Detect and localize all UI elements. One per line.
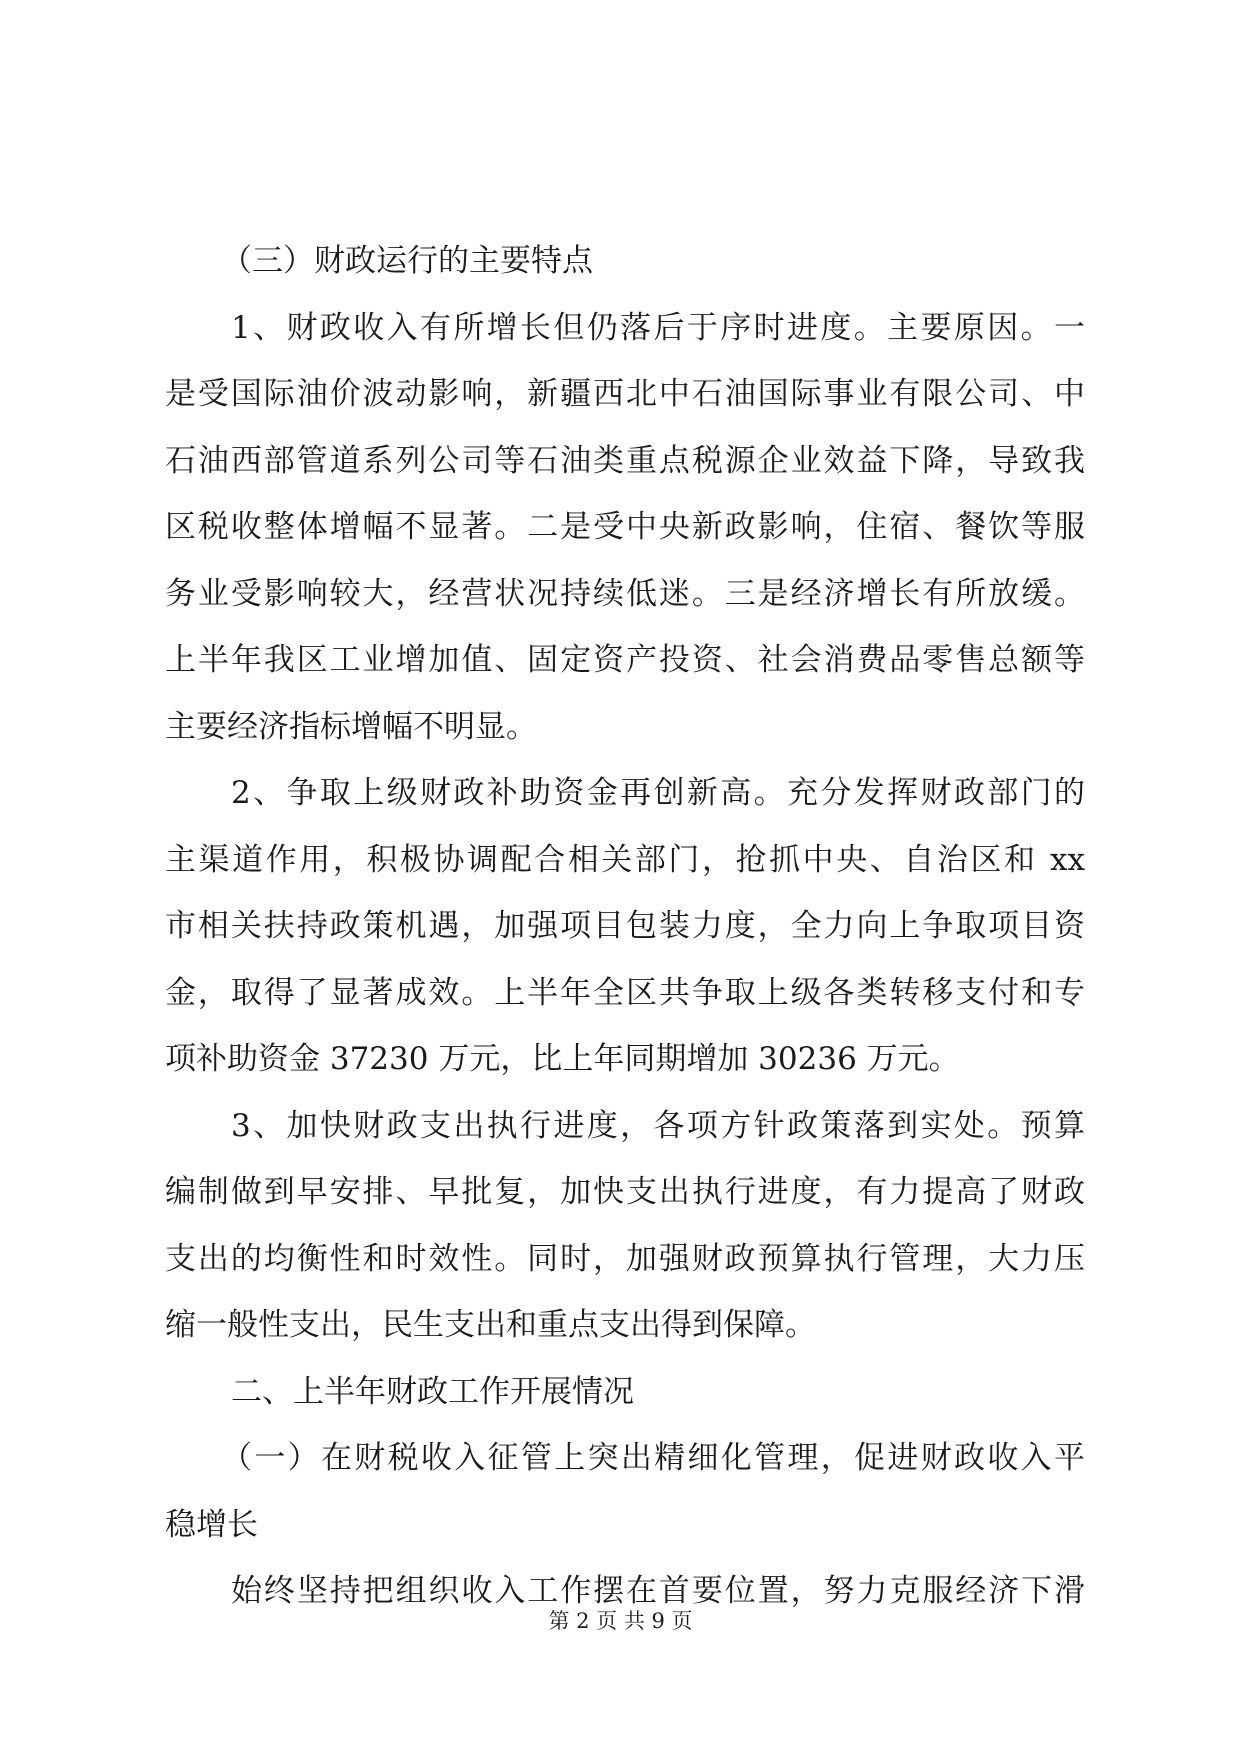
paragraph-line: 区税收整体增幅不显著。二是受中央新政影响，住宿、餐饮等服 bbox=[165, 509, 1085, 545]
paragraph-line: 1、财政收入有所增长但仍落后于序时进度。主要原因。一 bbox=[231, 309, 1085, 346]
document-body bbox=[165, 228, 1085, 1625]
page-number-footer: 第 2 页 共 9 页 bbox=[548, 1609, 693, 1633]
paragraph-line: 2、争取上级财政补助资金再创新高。充分发挥财政部门的 bbox=[231, 775, 1085, 811]
paragraph-line: 编制做到早安排、早批复，加快支出执行进度，有力提高了财政 bbox=[165, 1174, 1085, 1210]
paragraph-line: 项补助资金 37230 万元，比上年同期增加 30236 万元。 bbox=[165, 1041, 960, 1077]
paragraph-line: 主要经济指标增幅不明显。 bbox=[165, 708, 537, 745]
paragraph-line: 上半年我区工业增加值、固定资产投资、社会消费品零售总额等 bbox=[165, 642, 1085, 678]
paragraph-line: 始终坚持把组织收入工作摆在首要位置，努力克服经济下滑 bbox=[231, 1573, 1085, 1609]
paragraph-line: 3、加快财政支出执行进度，各项方针政策落到实处。预算 bbox=[231, 1107, 1085, 1144]
paragraph-line: 是受国际油价波动影响，新疆西北中石油国际事业有限公司、中 bbox=[165, 376, 1085, 412]
subsection-heading: （一）在财税收入征管上突出精细化管理，促进财政收入平 bbox=[221, 1440, 1085, 1476]
paragraph-line: 金，取得了显著成效。上半年全区共争取上级各类转移支付和专 bbox=[165, 974, 1085, 1011]
section-heading: 二、上半年财政工作开展情况 bbox=[231, 1373, 634, 1410]
paragraph-line: 务业受影响较大，经营状况持续低迷。三是经济增长有所放缓。 bbox=[165, 575, 1085, 612]
paragraph-line: 缩一般性支出，民生支出和重点支出得到保障。 bbox=[165, 1307, 816, 1343]
subsection-heading: 稳增长 bbox=[165, 1506, 258, 1543]
paragraph-line: 石油西部管道系列公司等石油类重点税源企业效益下降，导致我 bbox=[165, 442, 1085, 479]
section-heading: （三）财政运行的主要特点 bbox=[221, 243, 593, 279]
paragraph-line: 市相关扶持政策机遇，加强项目包装力度，全力向上争取项目资 bbox=[165, 908, 1085, 944]
paragraph-line: 主渠道作用，积极协调配合相关部门，抢抓中央、自治区和 xx bbox=[165, 841, 1085, 878]
paragraph-line: 支出的均衡性和时效性。同时，加强财政预算执行管理，大力压 bbox=[165, 1240, 1085, 1277]
